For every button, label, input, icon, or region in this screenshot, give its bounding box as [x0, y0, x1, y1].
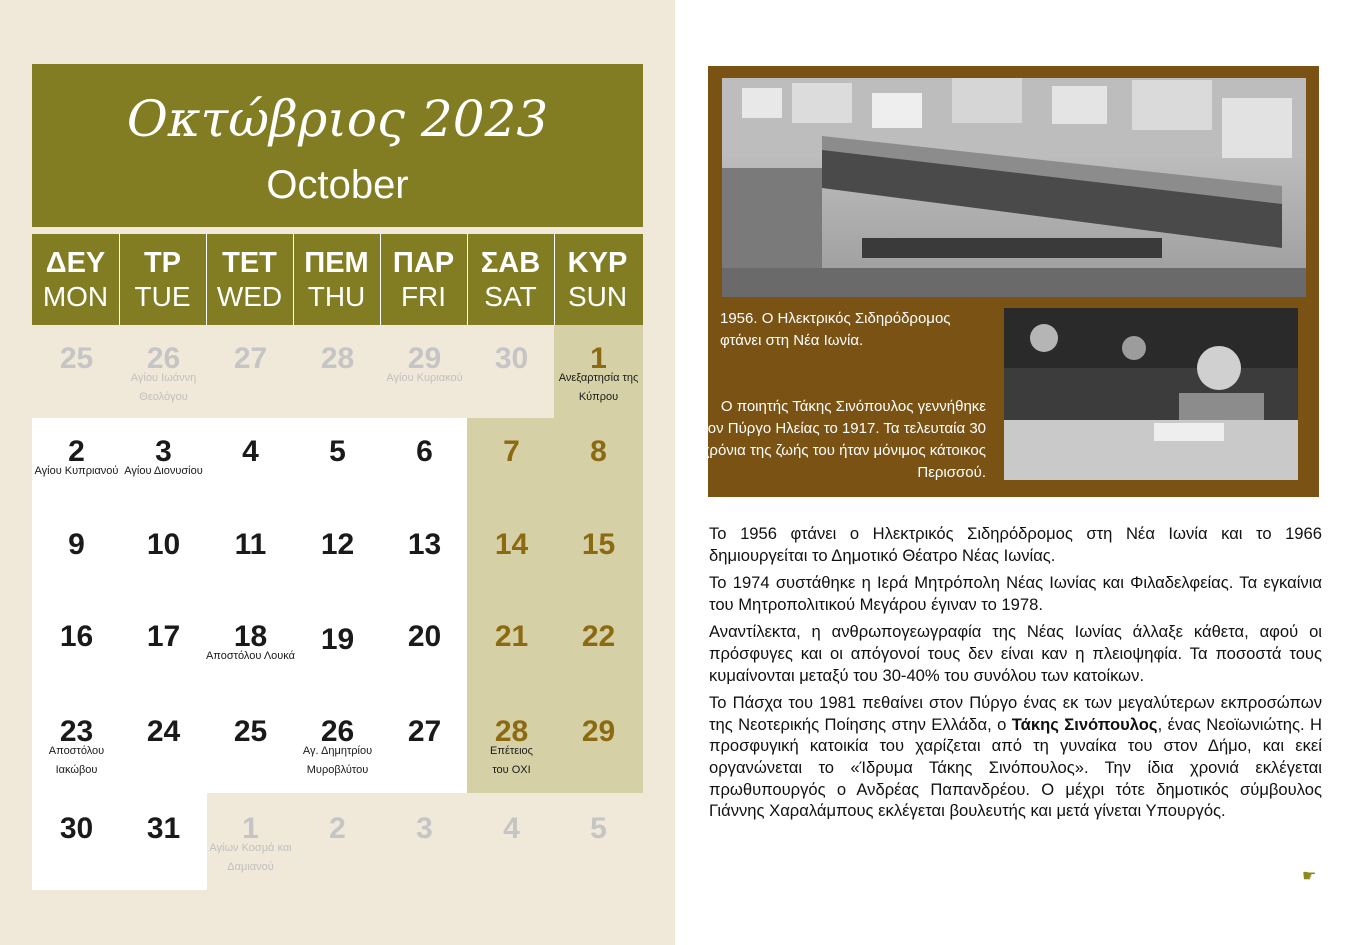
calendar-day: 16	[59, 620, 94, 653]
calendar-day: 4	[503, 812, 520, 845]
calendar-day: 31	[146, 812, 181, 845]
weekday-fri: ΠΑΡ FRI	[392, 247, 455, 312]
calendar-day: 30	[59, 812, 94, 845]
calendar-day: 25	[233, 715, 268, 748]
train-photo	[722, 78, 1306, 297]
calendar-day-weekend: 8	[590, 435, 607, 468]
calendar-day: 9	[68, 528, 85, 561]
poet-caption: Ο ποιητής Τάκης Σινόπουλος γεννήθηκε στον Πύργο Ηλείας το 1917. Τα τελευταία 30 χρόνια της ζωής του ήταν μόνιμος κάτοικος Περισσού.	[692, 398, 986, 481]
article-paragraph: Το 1956 φτάνει ο Ηλεκτρικός Σιδηρόδρομος στη Νέα Ιωνία και το 1966 δημιουργείται το Δημοτικό Θέατρο Νέας Ιωνίας.	[709, 524, 1322, 565]
weekday-tue: ΤΡ TUE	[134, 247, 191, 312]
weekday-thu: ΠΕΜ THU	[304, 247, 369, 312]
train-caption: 1956. Ο Ηλεκτρικός Σιδηρόδρομος φτάνει στη Νέα Ιωνία.	[720, 310, 951, 349]
calendar-day: 18 Αποστόλου Λουκά	[205, 620, 296, 662]
weekday-divider	[119, 234, 120, 325]
calendar-day: 17	[146, 620, 181, 653]
calendar-day: 11	[234, 528, 267, 561]
calendar-day: 3	[416, 812, 433, 845]
calendar-day-weekend: 7	[503, 435, 520, 468]
weekday-header-row	[32, 234, 643, 325]
calendar-header	[32, 64, 643, 227]
calendar-day: 5	[329, 435, 346, 468]
calendar-day: 12	[320, 528, 355, 561]
calendar-day: 6	[416, 435, 433, 468]
calendar-day-weekend: 14	[494, 528, 529, 561]
calendar-day-weekend: 22	[581, 620, 616, 653]
calendar-day: 20	[407, 620, 442, 653]
calendar-day: 30	[494, 342, 529, 375]
month-title-greek: Οκτώβριος 2023	[126, 90, 549, 148]
calendar-day: 1 Αγίων Κοσμά και Δαμιανού	[209, 812, 292, 873]
poet-name: Τάκης Σινόπουλος	[1011, 714, 1158, 734]
calendar-day: 13	[407, 528, 442, 561]
calendar-day: 3 Αγίου Διονυσίου	[124, 435, 203, 477]
weekday-divider	[206, 234, 207, 325]
calendar-day: 24	[146, 715, 181, 748]
weekday-divider	[380, 234, 381, 325]
weekday-sat: ΣΑΒ SAT	[480, 247, 541, 312]
weekday-sun: ΚΥΡ SUN	[567, 247, 628, 312]
poet-photo	[1004, 308, 1298, 480]
calendar-day: 26 Αγ. Δημητρίου Μυροβλύτου	[302, 715, 373, 776]
article-paragraph: Το 1974 συστάθηκε η Ιερά Μητρόπολη Νέας Ιωνίας και Φιλαδελφείας. Τα εγκαίνια του Μητροπολιτικού Μεγάρου έγιναν το 1978.	[709, 573, 1322, 614]
weekday-divider	[554, 234, 555, 325]
calendar-day-weekend: 21	[494, 620, 529, 653]
calendar-day: 26 Αγίου Ιωάννη Θεολόγου	[130, 342, 197, 403]
calendar-day-weekend: 29	[581, 715, 616, 748]
calendar-day-holiday: 1 Ανεξαρτησία της Κύπρου	[558, 342, 639, 403]
month-title-english: October	[266, 163, 409, 207]
calendar-day: 2 Αγίου Κυπριανού	[34, 435, 119, 477]
weekday-wed: ΤΕΤ WED	[216, 247, 283, 312]
calendar-day: 27	[407, 715, 442, 748]
calendar-day-holiday: 28 Επέτειος του ΟΧΙ	[490, 715, 533, 776]
article-paragraph: Αναντίλεκτα, η ανθρωπογεωγραφία της Νέας Ιωνίας άλλαξε κάθετα, αφού οι πρόσφυγες και οι απόγονοί τους δεν είναι καν η πλειοψηφία. Τα ποσοστά τους κυμαίνονται μεταξύ του 30-40% του συνόλου των κατοίκων.	[709, 622, 1322, 685]
weekday-divider	[467, 234, 468, 325]
weekday-mon: ΔΕΥ MON	[42, 247, 109, 312]
article-text	[709, 523, 1322, 828]
calendar-day: 5	[590, 812, 607, 845]
calendar-day: 2	[329, 812, 346, 845]
calendar-day: 27	[233, 342, 268, 375]
calendar-day-weekend: 15	[581, 528, 616, 561]
calendar-day: 4	[242, 435, 259, 468]
weekday-divider	[293, 234, 294, 325]
calendar-day: 29 Αγίου Κυριακού	[386, 342, 463, 384]
calendar-day: 23 Αποστόλου Ιακώβου	[48, 715, 105, 776]
calendar-day: 28	[320, 342, 355, 375]
calendar-day: 19	[320, 623, 355, 656]
calendar-day: 10	[146, 528, 181, 561]
calendar-day: 25	[59, 342, 94, 375]
article-paragraph: Το Πάσχα του 1981 πεθαίνει στον Πύργο ένας εκ των μεγαλύτερων εκπροσώπων της Νεοτερικής Ποίησης στην Ελλάδα, ο Τάκης Σινόπουλος, ένας Νεοϊωνιώτης. Η προσφυγική κατοικία του χαρίζεται από τη γυναίκα του στον Δήμο, και εκεί οργανώνεται το «Ίδρυμα Τάκης Σινόπουλος». Την ίδια χρονιά εκλέγεται πρωθυπουργός ο Ανδρέας Παπανδρέου. Ο μέχρι τότε δημοτικός σύμβουλος Γιάννης Χαραλάμπους εκλέγεται βουλευτής και μετά γίνεται Υπουργός.	[709, 693, 1322, 821]
pointing-hand-icon: ☛	[1302, 868, 1317, 885]
